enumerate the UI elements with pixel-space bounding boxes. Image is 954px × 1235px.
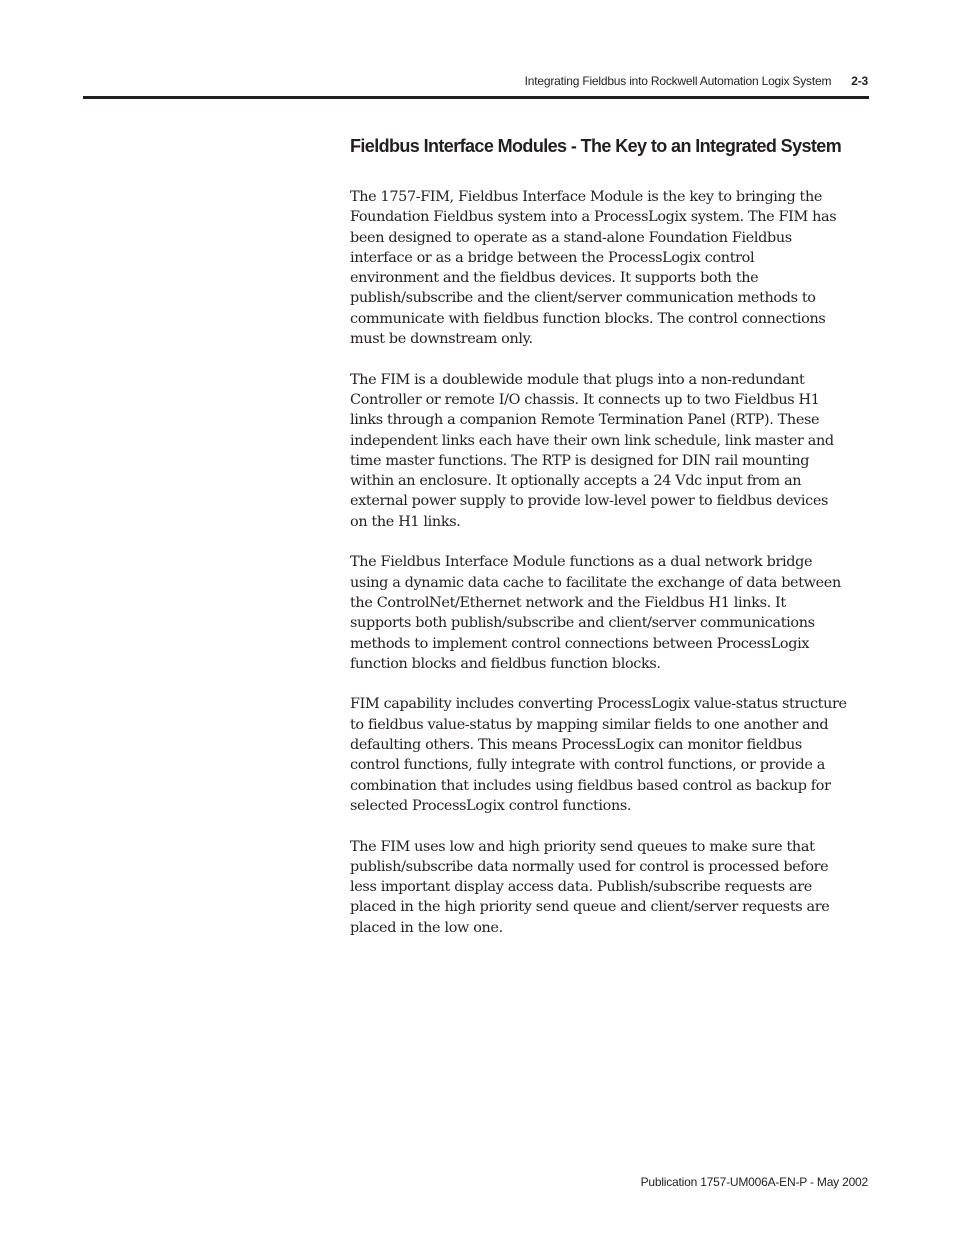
- section-heading: Fieldbus Interface Modules - The Key to an Integrated System: [350, 136, 842, 156]
- paragraph-4: [350, 694, 870, 816]
- paragraph-line: methods to implement control connections between ProcessLogix: [350, 635, 810, 652]
- paragraph-line: Foundation Fieldbus system into a ProcessLogix system. The FIM has: [350, 209, 837, 226]
- paragraph-line: within an enclosure. It optionally accepts a 24 Vdc input from an: [350, 473, 802, 490]
- paragraph-line: selected ProcessLogix control functions.: [350, 797, 632, 814]
- paragraph-line: external power supply to provide low-level power to fieldbus devices: [350, 493, 829, 510]
- paragraph-line: the ControlNet/Ethernet network and the Fieldbus H1 links. It: [350, 594, 786, 611]
- header-rule: [83, 96, 869, 99]
- paragraph-line: The Fieldbus Interface Module functions as a dual network bridge: [350, 554, 813, 571]
- paragraph-line: FIM capability includes converting ProcessLogix value-status structure: [350, 696, 847, 713]
- paragraph-3: [350, 552, 870, 674]
- running-header: [525, 74, 868, 88]
- paragraph-line: less important display access data. Publish/subscribe requests are: [350, 879, 812, 896]
- paragraph-line: time master functions. The RTP is designed for DIN rail mounting: [350, 452, 810, 469]
- publication-footer: Publication 1757-UM006A-EN-P - May 2002: [640, 1175, 868, 1189]
- paragraph-line: defaulting others. This means ProcessLogix can monitor fieldbus: [350, 737, 802, 754]
- paragraph-line: supports both publish/subscribe and client/server communications: [350, 615, 815, 632]
- paragraph-line: placed in the high priority send queue and client/server requests are: [350, 899, 830, 916]
- paragraph-line: on the H1 links.: [350, 513, 461, 530]
- paragraph-line: independent links each have their own link schedule, link master and: [350, 432, 834, 449]
- paragraph-line: environment and the fieldbus devices. It supports both the: [350, 270, 759, 287]
- paragraph-line: The FIM uses low and high priority send queues to make sure that: [350, 838, 815, 855]
- paragraph-5: [350, 837, 870, 938]
- paragraph-line: using a dynamic data cache to facilitate the exchange of data between: [350, 574, 841, 591]
- paragraph-line: placed in the low one.: [350, 919, 503, 936]
- paragraph-line: interface or as a bridge between the ProcessLogix control: [350, 249, 755, 266]
- paragraph-line: publish/subscribe and the client/server communication methods to: [350, 290, 816, 307]
- paragraph-line: combination that includes using fieldbus based control as backup for: [350, 777, 831, 794]
- paragraph-line: been designed to operate as a stand-alone Foundation Fieldbus: [350, 229, 792, 246]
- paragraph-line: function blocks and fieldbus function blocks.: [350, 655, 661, 672]
- paragraph-line: links through a companion Remote Termination Panel (RTP). These: [350, 412, 820, 429]
- paragraph-line: control functions, fully integrate with control functions, or provide a: [350, 757, 825, 774]
- paragraph-line: The 1757-FIM, Fieldbus Interface Module is the key to bringing the: [350, 189, 823, 205]
- paragraph-1: [350, 187, 870, 349]
- paragraph-line: The FIM is a doublewide module that plugs into a non-redundant: [350, 371, 805, 388]
- chapter-title: Integrating Fieldbus into Rockwell Automation Logix System: [524, 74, 832, 88]
- paragraph-line: Controller or remote I/O chassis. It connects up to two Fieldbus H1: [350, 391, 820, 408]
- paragraph-line: publish/subscribe data normally used for control is processed before: [350, 858, 829, 875]
- paragraph-line: to fieldbus value-status by mapping similar fields to one another and: [350, 716, 829, 733]
- paragraph-2: [350, 370, 870, 532]
- body-text: [350, 187, 870, 958]
- paragraph-line: communicate with fieldbus function blocks. The control connections: [350, 310, 826, 327]
- paragraph-line: must be downstream only.: [350, 331, 533, 348]
- page-number: 2-3: [851, 74, 868, 88]
